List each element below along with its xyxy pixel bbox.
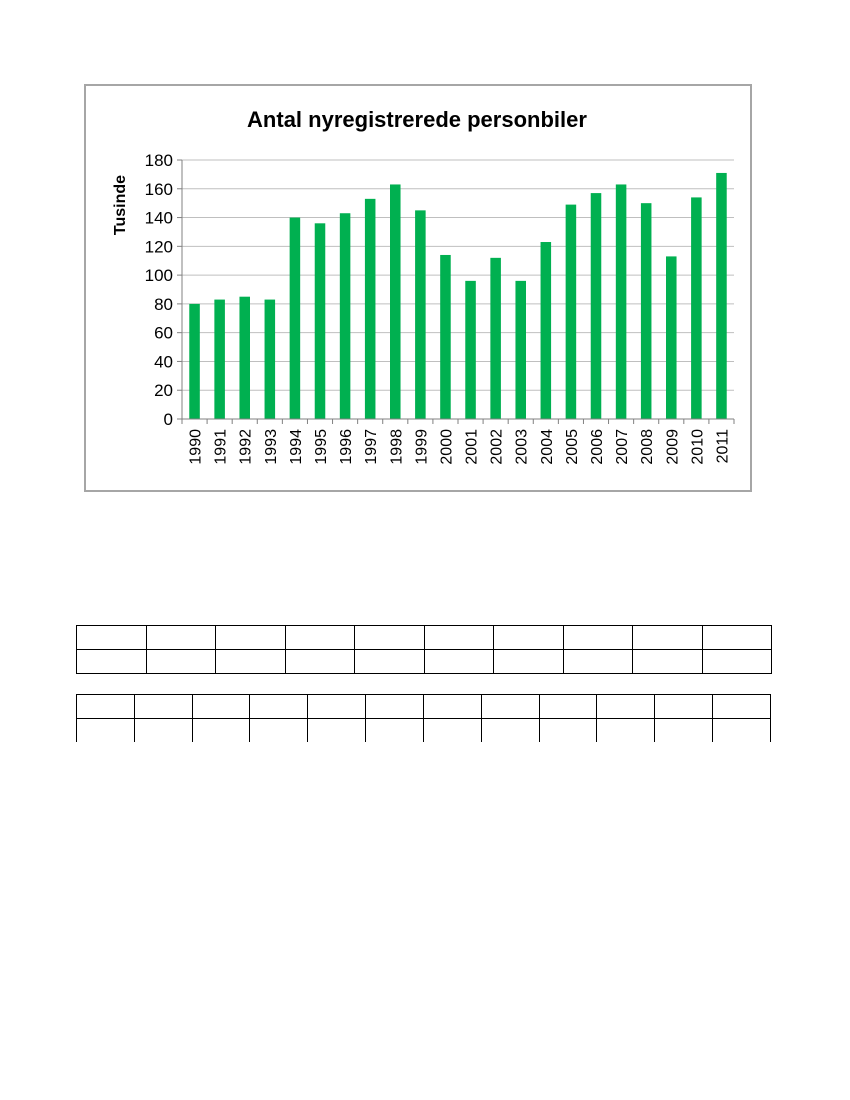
bar-2011 (716, 173, 727, 419)
x-tick-label-1997: 1997 (363, 429, 381, 465)
table-cell[interactable] (285, 626, 355, 650)
table-cell[interactable] (146, 650, 216, 674)
y-tick-labels (145, 151, 173, 429)
bar-1991 (214, 300, 225, 419)
table-cell[interactable] (494, 626, 564, 650)
y-tick-label-140: 140 (144, 208, 173, 228)
table-cell[interactable] (216, 626, 286, 650)
table-row (77, 695, 771, 719)
bar-2007 (616, 184, 627, 419)
table-cell[interactable] (633, 650, 703, 674)
answer-table-2 (76, 694, 771, 742)
table-cell[interactable] (134, 719, 192, 743)
table-cell[interactable] (308, 719, 366, 743)
x-tick-label-2006: 2006 (589, 429, 606, 465)
table-cell[interactable] (655, 719, 713, 743)
table-row (77, 719, 771, 743)
table-cell[interactable] (192, 695, 250, 719)
table-cell[interactable] (655, 695, 713, 719)
bar-1994 (290, 218, 301, 419)
bar-2004 (541, 242, 552, 419)
table-cell[interactable] (192, 719, 250, 743)
x-tick-label-2008: 2008 (639, 429, 657, 465)
table-cell[interactable] (355, 650, 425, 674)
y-tick-label-20: 20 (154, 381, 173, 401)
table-cell[interactable] (77, 719, 135, 743)
bar-2006 (591, 193, 602, 419)
table-cell[interactable] (713, 695, 771, 719)
y-tick-label-160: 160 (144, 179, 173, 199)
bar-1998 (390, 184, 401, 419)
bar-1997 (365, 199, 376, 419)
table-cell[interactable] (146, 626, 216, 650)
table-cell[interactable] (539, 719, 597, 743)
table-cell[interactable] (494, 650, 564, 674)
table-cell[interactable] (366, 719, 424, 743)
table-cell[interactable] (597, 695, 655, 719)
table-cell[interactable] (250, 695, 308, 719)
x-tick-label-2011: 2011 (714, 429, 732, 464)
x-tick-label-1990: 1990 (187, 429, 205, 465)
table-cell[interactable] (134, 695, 192, 719)
bar-1992 (239, 297, 250, 419)
x-tick-label-2009: 2009 (664, 429, 682, 465)
table-cell[interactable] (423, 695, 481, 719)
answer-table-1 (76, 625, 772, 674)
x-tick-label-1999: 1999 (413, 429, 431, 465)
table-row (77, 650, 772, 674)
x-tick-label-2007: 2007 (614, 429, 632, 465)
table-cell[interactable] (355, 626, 425, 650)
bar-2008 (641, 203, 652, 419)
x-tick-label-2003: 2003 (513, 429, 531, 465)
table-cell[interactable] (424, 650, 494, 674)
table-cell[interactable] (481, 719, 539, 743)
x-tick-label-2001: 2001 (463, 429, 481, 465)
bars (189, 173, 726, 419)
table-cell[interactable] (702, 650, 772, 674)
bar-2002 (490, 258, 501, 419)
y-tick-label-0: 0 (163, 410, 173, 429)
table-cell[interactable] (250, 719, 308, 743)
table-cell[interactable] (563, 650, 633, 674)
y-tick-label-180: 180 (144, 151, 173, 170)
table-row (77, 626, 772, 650)
table-cell[interactable] (481, 695, 539, 719)
table-cell[interactable] (308, 695, 366, 719)
bar-1996 (340, 213, 351, 419)
x-tick-label-1993: 1993 (262, 429, 280, 465)
table-cell[interactable] (423, 719, 481, 743)
x-tick-label-2002: 2002 (488, 429, 506, 465)
x-tick-label-2004: 2004 (538, 429, 556, 465)
x-tick-label-2010: 2010 (689, 429, 707, 465)
x-tick-label-1991: 1991 (212, 429, 230, 465)
y-tick-label-100: 100 (144, 266, 173, 286)
x-tick-label-2005: 2005 (563, 429, 581, 465)
table-cell[interactable] (713, 719, 771, 743)
y-tick-label-120: 120 (144, 237, 173, 257)
bar-2010 (691, 197, 702, 419)
x-tick-label-1995: 1995 (313, 429, 330, 465)
bar-1995 (315, 223, 326, 419)
table-cell[interactable] (77, 695, 135, 719)
x-tick-label-1994: 1994 (287, 429, 305, 465)
bar-2009 (666, 256, 677, 419)
table-cell[interactable] (702, 626, 772, 650)
table-cell[interactable] (285, 650, 355, 674)
y-tick-label-60: 60 (154, 323, 173, 343)
x-tick-label-1996: 1996 (338, 429, 356, 465)
table-cell[interactable] (77, 626, 147, 650)
bar-2001 (465, 281, 476, 419)
bar-1990 (189, 304, 200, 419)
x-tick-label-2000: 2000 (438, 429, 456, 465)
table-cell[interactable] (424, 626, 494, 650)
x-tick-label-1992: 1992 (237, 429, 255, 465)
bar-1999 (415, 210, 426, 419)
bar-2003 (515, 281, 526, 419)
chart-title: Antal nyregistrerede personbiler (247, 107, 587, 132)
bar-2005 (566, 205, 577, 419)
table-cell[interactable] (597, 719, 655, 743)
y-axis-title: Tusinde (112, 174, 129, 236)
table-cell[interactable] (77, 650, 147, 674)
bar-2000 (440, 255, 451, 419)
x-tick-labels (188, 429, 732, 465)
table-cell[interactable] (563, 626, 633, 650)
table-cell[interactable] (633, 626, 703, 650)
bar-1993 (265, 300, 276, 419)
bar-chart (86, 86, 750, 490)
table-cell[interactable] (216, 650, 286, 674)
y-tick-label-80: 80 (154, 294, 173, 314)
chart-frame (84, 84, 752, 492)
table-cell[interactable] (539, 695, 597, 719)
y-tick-label-40: 40 (154, 352, 173, 372)
x-tick-label-1998: 1998 (388, 429, 406, 465)
table-cell[interactable] (366, 695, 424, 719)
